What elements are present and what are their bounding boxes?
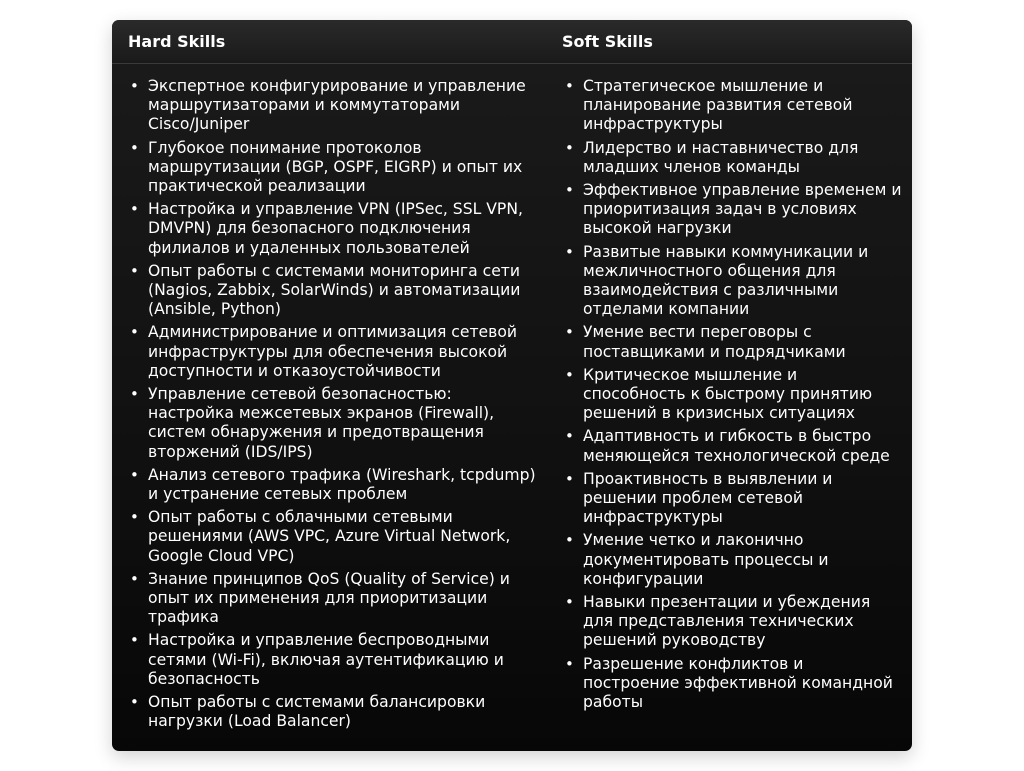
- bullet-icon: •: [130, 631, 139, 650]
- soft-skill-item-text: Проактивность в выявлении и решении проблем сетевой инфраструктуры: [583, 469, 833, 527]
- soft-skill-item-text: Эффективное управление временем и приоритизация задач в условиях высокой нагрузки: [583, 181, 902, 238]
- bullet-icon: •: [565, 138, 574, 157]
- soft-skill-item: [563, 531, 903, 589]
- hard-skill-item: [128, 508, 538, 566]
- bullet-icon: •: [565, 242, 574, 261]
- hard-skill-item: [128, 262, 538, 320]
- hard-skill-item-text: Администрирование и оптимизация сетевой инфраструктуры для обеспечения высокой доступности и отказоустойчивости: [148, 323, 518, 380]
- soft-skill-item: [563, 243, 903, 320]
- soft-skill-item: [563, 139, 903, 177]
- bullet-icon: •: [565, 77, 574, 95]
- bullet-icon: •: [565, 531, 574, 550]
- hard-skill-item: [128, 77, 538, 135]
- hard-skill-item-text: Управление сетевой безопасностью: настройка межсетевых экранов (Firewall), систем обнаружения и предотвращения вторжений (IDS/IPS): [148, 385, 495, 461]
- hard-skill-item-text: Опыт работы с облачными сетевыми решениями (AWS VPC, Azure Virtual Network, Google Cloud VPC): [148, 508, 511, 565]
- soft-skill-item: [563, 181, 903, 239]
- soft-skill-item: [563, 470, 903, 528]
- hard-skill-item: [128, 570, 538, 628]
- soft-skill-item-text: Развитые навыки коммуникации и межличностного общения для взаимодействия с различными отделами компании: [583, 242, 869, 319]
- hard-skill-item-text: Глубокое понимание протоколов маршрутизации (BGP, OSPF, EIGRP) и опыт их практической реализации: [148, 138, 523, 196]
- hard-skill-item: [128, 323, 538, 381]
- soft-skill-item-text: Разрешение конфликтов и построение эффективной командной работы: [583, 654, 893, 712]
- bullet-icon: •: [565, 593, 574, 612]
- bullet-icon: •: [130, 508, 139, 527]
- bullet-icon: •: [565, 654, 574, 673]
- hard-skill-item-text: Знание принципов QoS (Quality of Service) и опыт их применения для приоритизации трафика: [148, 569, 510, 627]
- soft-skill-item: [563, 77, 903, 135]
- hard-skill-item: [128, 200, 538, 258]
- soft-skills-title: Soft Skills: [562, 32, 653, 51]
- bullet-icon: •: [130, 385, 139, 404]
- bullet-icon: •: [130, 693, 139, 712]
- hard-skill-item: [128, 693, 538, 731]
- bullet-icon: •: [565, 365, 574, 384]
- bullet-icon: •: [130, 200, 139, 219]
- soft-skill-item: [563, 366, 903, 424]
- hard-skill-item-text: Анализ сетевого трафика (Wireshark, tcpdump) и устранение сетевых проблем: [148, 465, 536, 504]
- bullet-icon: •: [565, 323, 574, 342]
- soft-skill-item-text: Умение вести переговоры с поставщиками и подрядчиками: [583, 323, 846, 361]
- hard-skill-item: [128, 385, 538, 462]
- bullet-icon: •: [130, 569, 139, 588]
- soft-skill-item: [563, 655, 903, 713]
- hard-skill-item: [128, 139, 538, 197]
- table-header: [112, 20, 912, 64]
- bullet-icon: •: [130, 138, 139, 157]
- soft-skill-item: [563, 323, 903, 361]
- bullet-icon: •: [130, 77, 139, 95]
- soft-skill-item-text: Лидерство и наставничество для младших членов команды: [583, 138, 859, 176]
- soft-skill-item-text: Навыки презентации и убеждения для представления технических решений руководству: [583, 593, 871, 650]
- soft-skill-item-text: Критическое мышление и способность к быстрому принятию решений в кризисных ситуациях: [583, 365, 873, 423]
- soft-skill-item-text: Умение четко и лаконично документировать процессы и конфигурации: [583, 531, 829, 588]
- skills-table: [112, 20, 912, 751]
- bullet-icon: •: [130, 465, 139, 484]
- hard-skill-item-text: Настройка и управление VPN (IPSec, SSL VPN, DMVPN) для безопасного подключения филиалов и удаленных пользователей: [148, 200, 523, 257]
- hard-skill-item-text: Настройка и управление беспроводными сетями (Wi-Fi), включая аутентификацию и безопасность: [148, 631, 504, 688]
- hard-skills-list: [128, 77, 538, 736]
- soft-skill-item: [563, 427, 903, 465]
- bullet-icon: •: [565, 181, 574, 200]
- hard-skill-item-text: Опыт работы с системами балансировки нагрузки (Load Balancer): [148, 693, 486, 731]
- soft-skill-item: [563, 593, 903, 651]
- soft-skill-item-text: Адаптивность и гибкость в быстро меняющейся технологической среде: [583, 427, 890, 465]
- hard-skill-item: [128, 466, 538, 504]
- hard-skill-item: [128, 631, 538, 689]
- soft-skills-list: [563, 77, 903, 716]
- bullet-icon: •: [130, 261, 139, 280]
- hard-skills-title: Hard Skills: [128, 32, 226, 51]
- soft-skill-item-text: Стратегическое мышление и планирование развития сетевой инфраструктуры: [583, 77, 853, 134]
- hard-skill-item-text: Опыт работы с системами мониторинга сети (Nagios, Zabbix, SolarWinds) и автоматизации (Ansible, Python): [148, 261, 521, 319]
- hard-skill-item-text: Экспертное конфигурирование и управление маршрутизаторами и коммутаторами Cisco/Juniper: [148, 77, 526, 134]
- bullet-icon: •: [565, 469, 574, 488]
- bullet-icon: •: [565, 427, 574, 446]
- bullet-icon: •: [130, 323, 139, 342]
